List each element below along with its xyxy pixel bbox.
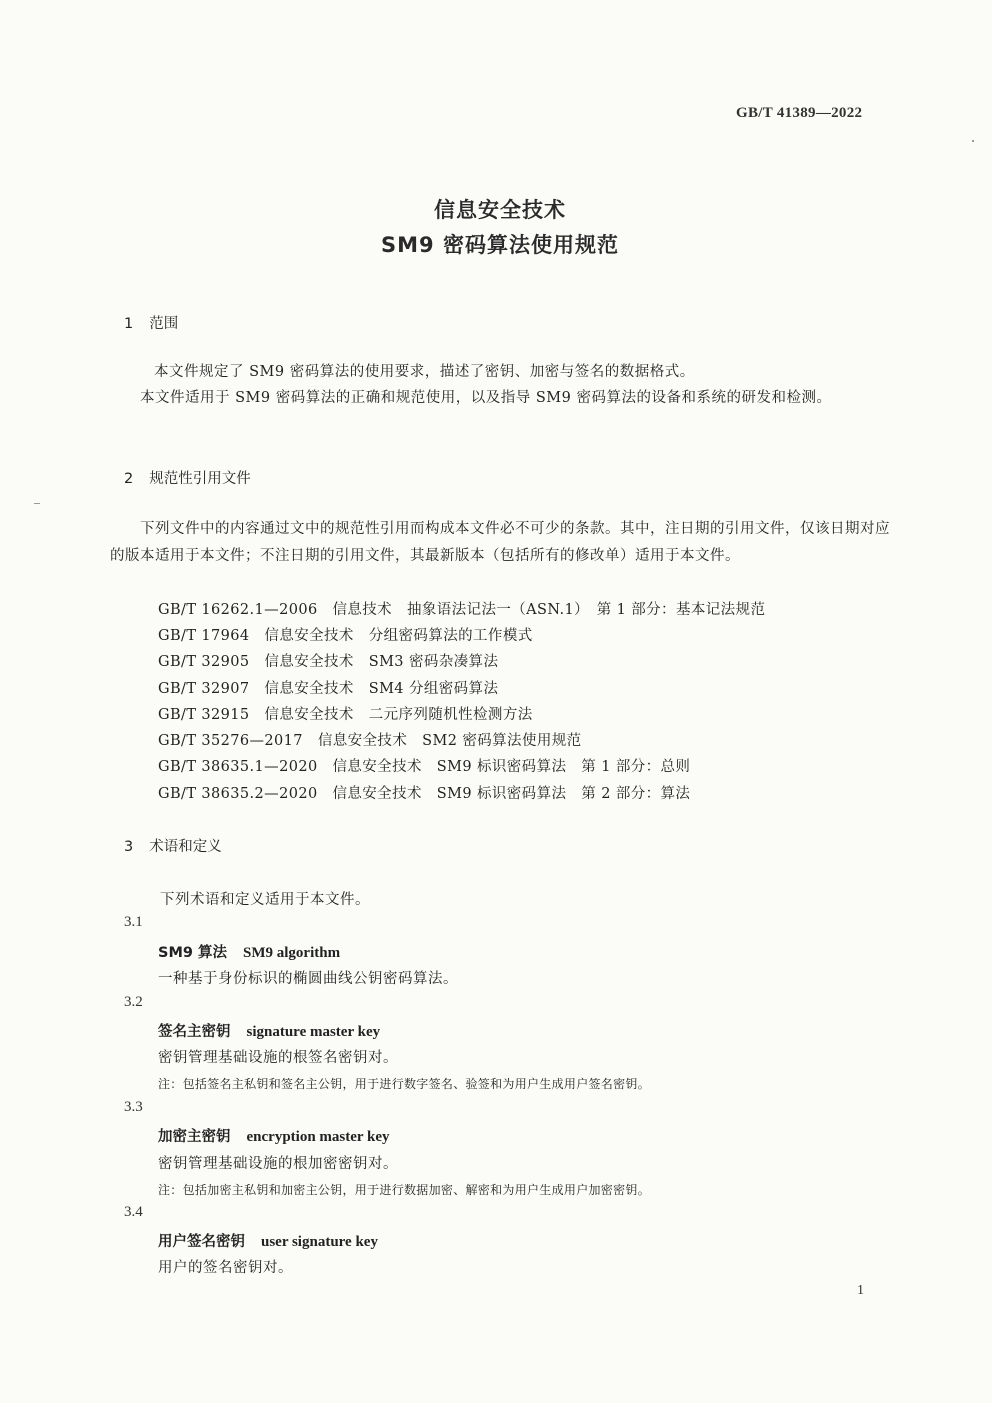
section-3-heading bbox=[124, 835, 222, 856]
term-note: 注：包括加密主私钥和加密主公钥，用于进行数据加密、解密和为用户生成用户加密密钥。 bbox=[158, 1183, 651, 1197]
reference-item: GB/T 38635.2—2020 信息安全技术 SM9 标识密码算法 第 2 部分：算法 bbox=[158, 786, 691, 802]
reference-item: GB/T 32915 信息安全技术 二元序列随机性检测方法 bbox=[158, 707, 533, 723]
term-definition: 密钥管理基础设施的根加密密钥对。 bbox=[158, 1156, 398, 1172]
term-heading bbox=[158, 1230, 378, 1251]
normative-refs-intro: 下列文件中的内容通过文中的规范性引用而构成本文件必不可少的条款。其中，注日期的引用文件，仅该日期对应的版本适用于本文件；不注日期的引用文件，其最新版本（包括所有的修改单）适用于本文件。 bbox=[110, 521, 890, 564]
section-title: 范围 bbox=[149, 316, 179, 332]
term-heading bbox=[158, 1020, 380, 1041]
term-note: 注：包括签名主私钥和签名主公钥，用于进行数字签名、验签和为用户生成用户签名密钥。 bbox=[158, 1077, 651, 1091]
term-en: signature master key bbox=[246, 1024, 381, 1040]
term-zh: SM9 算法 bbox=[158, 945, 228, 961]
term-zh: 加密主密钥 bbox=[158, 1129, 231, 1145]
term-zh: 签名主密钥 bbox=[158, 1024, 231, 1040]
section-title: 术语和定义 bbox=[149, 839, 222, 855]
section-title: 规范性引用文件 bbox=[149, 471, 251, 487]
section-number: 1 bbox=[124, 316, 134, 332]
term-heading bbox=[158, 941, 340, 962]
term-en: SM9 algorithm bbox=[243, 945, 341, 961]
term-definition: 一种基于身份标识的椭圆曲线公钥密码算法。 bbox=[158, 971, 458, 987]
term-en: encryption master key bbox=[246, 1129, 390, 1145]
term-definition: 用户的签名密钥对。 bbox=[158, 1260, 293, 1276]
section-1-heading bbox=[124, 312, 178, 333]
section-number: 2 bbox=[124, 471, 134, 487]
page-number: 1 bbox=[857, 1283, 864, 1298]
term-zh: 用户签名密钥 bbox=[158, 1234, 245, 1250]
term-number: 3.3 bbox=[124, 1099, 143, 1115]
reference-item: GB/T 17964 信息安全技术 分组密码算法的工作模式 bbox=[158, 628, 533, 644]
title-line-2: SM9 密码算法使用规范 bbox=[381, 233, 619, 257]
term-heading bbox=[158, 1125, 390, 1146]
scan-speck bbox=[972, 140, 974, 142]
term-definition: 密钥管理基础设施的根签名密钥对。 bbox=[158, 1050, 398, 1066]
standard-code: GB/T 41389—2022 bbox=[736, 105, 863, 121]
term-number: 3.1 bbox=[124, 914, 143, 930]
term-en: user signature key bbox=[261, 1234, 378, 1250]
title-line-1: 信息安全技术 bbox=[434, 198, 566, 222]
reference-item: GB/T 32907 信息安全技术 SM4 分组密码算法 bbox=[158, 681, 499, 697]
scan-speck bbox=[34, 503, 40, 504]
scope-para-1: 本文件规定了 SM9 密码算法的使用要求，描述了密钥、加密与签名的数据格式。 bbox=[154, 364, 695, 380]
term-number: 3.2 bbox=[124, 994, 143, 1010]
reference-item: GB/T 32905 信息安全技术 SM3 密码杂凑算法 bbox=[158, 654, 499, 670]
term-number: 3.4 bbox=[124, 1204, 143, 1220]
section-2-heading bbox=[124, 467, 251, 488]
terms-intro: 下列术语和定义适用于本文件。 bbox=[160, 892, 370, 908]
scope-para-2: 本文件适用于 SM9 密码算法的正确和规范使用，以及指导 SM9 密码算法的设备和系统的研发和检测。 bbox=[140, 390, 832, 406]
section-number: 3 bbox=[124, 839, 134, 855]
reference-item: GB/T 38635.1—2020 信息安全技术 SM9 标识密码算法 第 1 部分：总则 bbox=[158, 759, 691, 775]
reference-item: GB/T 35276—2017 信息安全技术 SM2 密码算法使用规范 bbox=[158, 733, 582, 749]
reference-item: GB/T 16262.1—2006 信息技术 抽象语法记法一（ASN.1） 第 1 部分：基本记法规范 bbox=[158, 602, 766, 618]
